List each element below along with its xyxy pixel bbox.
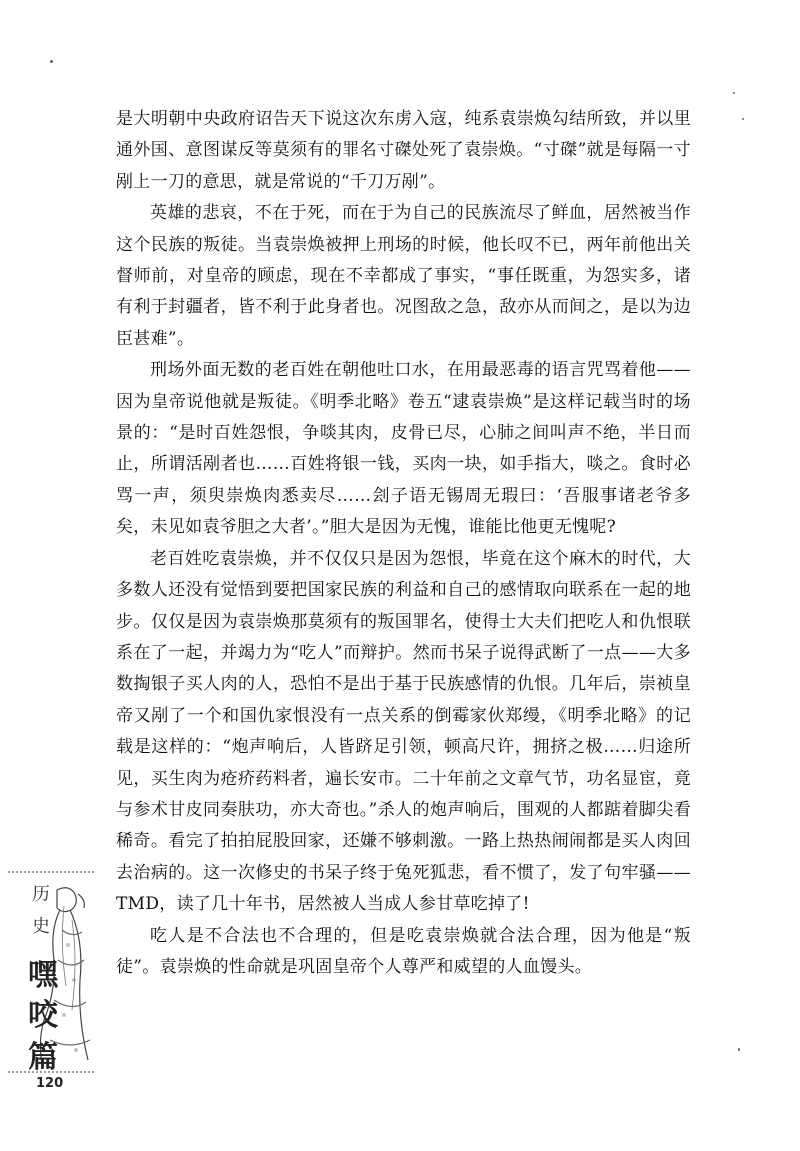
paragraph-2: 英雄的悲哀，不在于死，而在于为自己的民族流尽了鲜血，居然被当作这个民族的叛徒。当袁崇焕被押上刑场的时候，他长叹不已，两年前他出关督师前，对皇帝的顾虑，现在不幸都成了事实，“事任既重，为怨实多，诸有利于封疆者，皆不利于此身者也。况图敌之急，敌亦从而间之，是以为边臣甚难”。 (116, 203, 691, 349)
paragraph-4: 老百姓吃袁崇焕，并不仅仅只是因为怨恨，毕竟在这个麻木的时代，大多数人还没有觉悟到要把国家民族的利益和自己的感情取向联系在一起的地步。仅仅是因为袁崇焕那莫须有的叛国罪名，使得士大夫们把吃人和仇恨联系在了一起，并竭力为“吃人”而辩护。然而书呆子说得武断了一点——大多数掏银子买人肉的人，恐怕不是出于基于民族感情的仇恨。几年后，崇祯皇帝又剐了一个和国仇家恨没有一点关系的倒霉家伙郑缦，《明季北略》的记载是这样的：“炮声响后，人皆跻足引领，顿高尺许，拥挤之极……归途所见，买生肉为疮疥药料者，遍长安市。二十年前之文章气节，功名显宦，竟与参术甘皮同奏肤功，亦大奇也。”杀人的炮声响后，围观的人都踮着脚尖看稀奇。看完了拍拍屁股回家，还嫌不够刺激。一路上热热闹闹都是买人肉回去治病的。这一次修史的书呆子终于兔死狐悲，看不惯了，发了句牢骚——TMD，读了几十年书，居然被人当成人参甘草吃掉了! (116, 548, 691, 915)
scan-speck (733, 92, 735, 94)
paragraph-5: 吃人是不合法也不合理的，但是吃袁崇焕就合法合理，因为他是“叛徒”。袁崇焕的性命就是巩固皇帝个人尊严和威望的人血馒头。 (116, 925, 691, 977)
ornament-char: 历 (32, 884, 50, 905)
ornament-char: 史 (32, 916, 50, 937)
paragraph-1: 是大明朝中央政府诏告天下说这次东虏入寇，纯系袁崇焕勾结所致，并以里通外国、意图谋反等莫须有的罪名寸磔处死了袁崇焕。“寸磔”就是每隔一寸剐上一刀的意思，就是常说的“千刀万剐”。 (116, 109, 691, 192)
scan-speck (742, 118, 744, 120)
ornament-char: 篇 (28, 1040, 58, 1075)
ornament-char: 嘿 (28, 958, 58, 993)
page-number: 120 (36, 1076, 64, 1091)
scan-speck (50, 60, 53, 63)
chapter-ornament (2, 850, 98, 1080)
scan-speck (738, 1048, 740, 1051)
body-text (116, 104, 691, 983)
paragraph-3: 刑场外面无数的老百姓在朝他吐口水，在用最恶毒的语言咒骂着他——因为皇帝说他就是叛徒。《明季北略》卷五“逮袁崇焕”是这样记载当时的场景的：“是时百姓怨恨，争啖其肉，皮骨已尽，心肺之间叫声不绝，半日而止，所谓活剐者也……百姓将银一钱，买肉一块，如手指大，啖之。食时必骂一声，须臾崇焕肉悉卖尽……刽子语无锡周无瑕曰：‘吾服事诸老爷多矣，未见如袁爷胆之大者’。”胆大是因为无愧，谁能比他更无愧呢? (116, 360, 691, 538)
ornament-char: 咬 (28, 998, 58, 1033)
